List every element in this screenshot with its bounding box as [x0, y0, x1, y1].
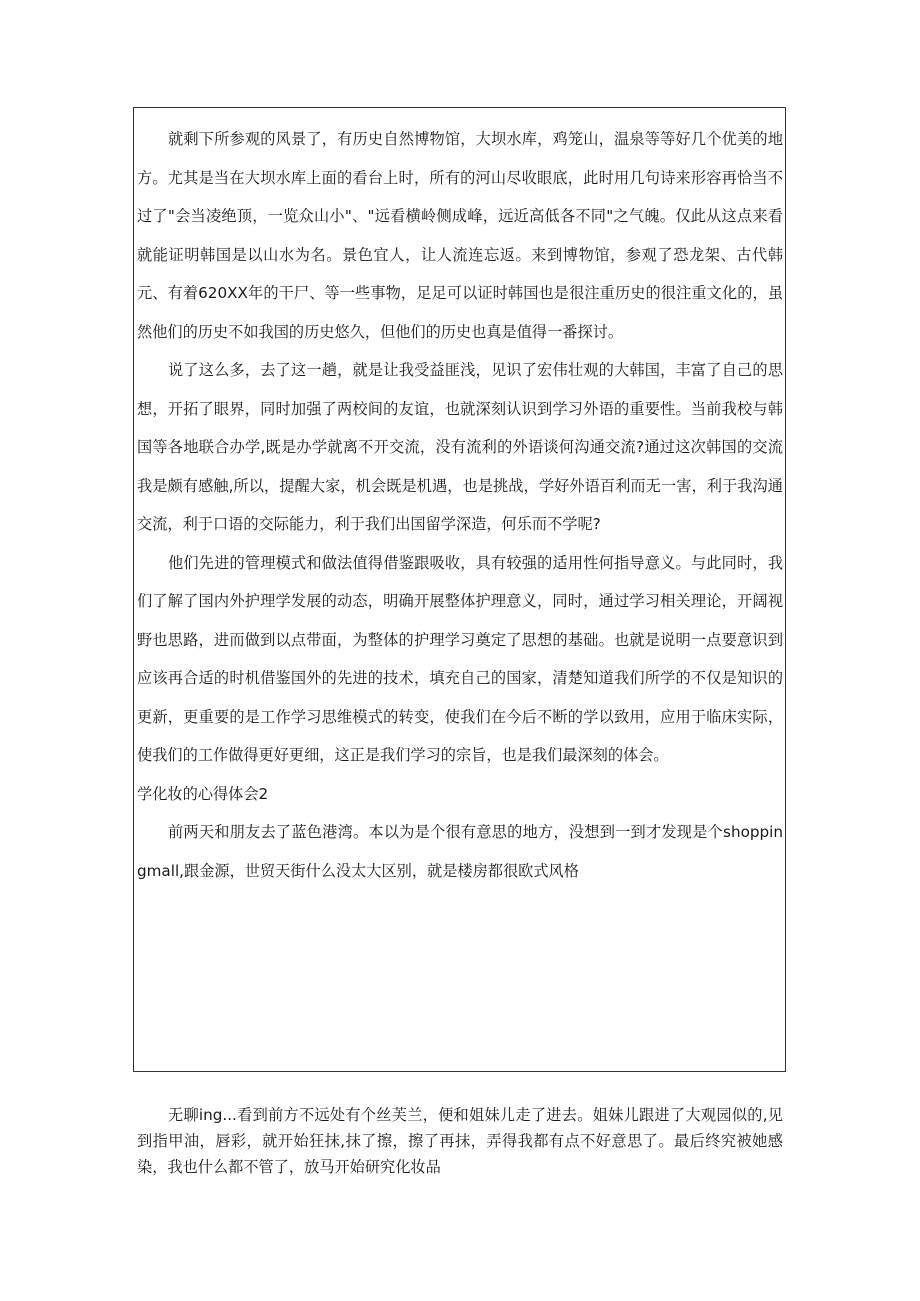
- paragraph-scenery: 就剩下所参观的风景了，有历史自然博物馆，大坝水库，鸡笼山，温泉等等好几个优美的地方。尤其是当在大坝水库上面的看台上时，所有的河山尽收眼底，此时用几句诗来形容再恰当不过了"会当凌绝顶，一览众山小"、"远看横岭侧成峰，远近高低各不同"之气魄。仅此从这点来看就能证明韩国是以山水为名。景色宜人，让人流连忘返。来到博物馆，参观了恐龙架、古代韩元、有着620XX年的干尸、等一些事物，足足可以证时韩国也是很注重历史的很注重文化的，虽然他们的历史不如我国的历史悠久，但他们的历史也真是值得一番探讨。: [137, 130, 783, 341]
- unframed-text: [137, 1102, 783, 1180]
- section-heading: 学化妆的心得体会2: [137, 784, 269, 803]
- paragraph-language-learning: 说了这么多，去了这一趟，就是让我受益匪浅，见识了宏伟壮观的大韩国，丰富了自己的思想，开拓了眼界，同时加强了两校间的友谊，也就深刻认识到学习外语的重要性。当前我校与韩国等各地联合办学,既是办学就离不开交流，没有流利的外语谈何沟通交流?通过这次韩国的交流我是颇有感触,所以，提醒大家，机会既是机遇，也是挑战，学好外语百利而无一害，利于我沟通交流，利于口语的交际能力，利于我们出国留学深造，何乐而不学呢?: [137, 361, 783, 533]
- framed-text: [137, 120, 783, 890]
- paragraph-blue-harbor: 前两天和朋友去了蓝色港湾。本以为是个很有意思的地方，没想到一到才发现是个shoppingmall,跟金源，世贸天街什么没太大区别，就是楼房都很欧式风格: [137, 823, 783, 880]
- paragraph-nursing-management: 他们先进的管理模式和做法值得借鉴跟吸收，具有较强的适用性何指导意义。与此同时，我们了解了国内外护理学发展的动态，明确开展整体护理意义，同时，通过学习相关理论，开阔视野也思路，进而做到以点带面，为整体的护理学习奠定了思想的基础。也就是说明一点要意识到应该再合适的时机借鉴国外的先进的技术，填充自己的国家，清楚知道我们所学的不仅是知识的更新，更重要的是工作学习思维模式的转变，使我们在今后不断的学以致用，应用于临床实际，使我们的工作做得更好更细，这正是我们学习的宗旨，也是我们最深刻的体会。: [137, 553, 783, 764]
- paragraph-sephora: 无聊ing...看到前方不远处有个丝芙兰，便和姐妹儿走了进去。姐妹儿跟进了大观园似的,见到指甲油，唇彩，就开始狂抹,抹了擦，擦了再抹，弄得我都有点不好意思了。最后终究被她感染，我也什么都不管了，放马开始研究化妆品: [137, 1106, 783, 1176]
